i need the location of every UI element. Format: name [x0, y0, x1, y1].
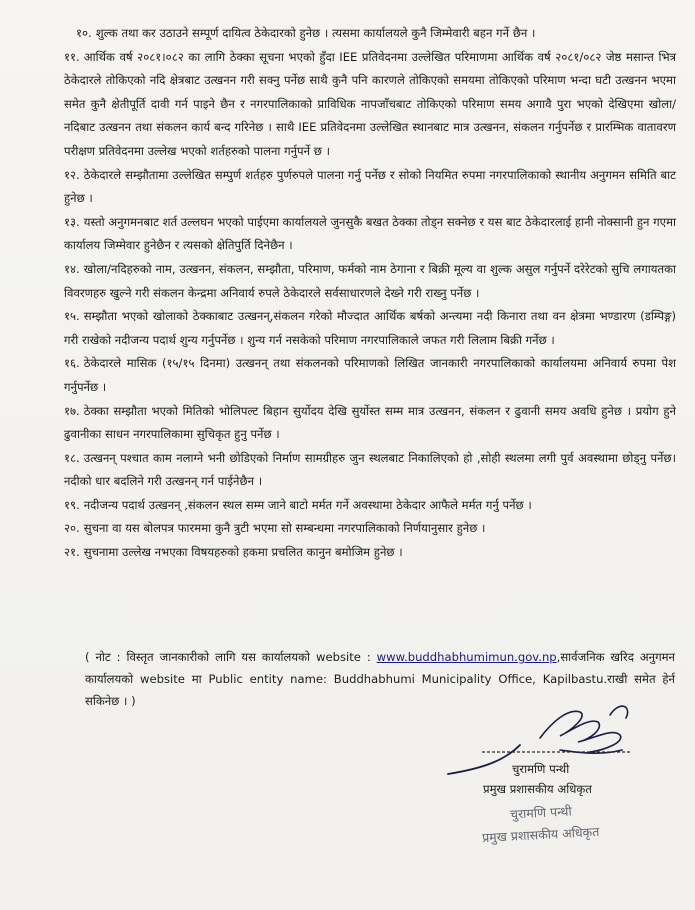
signature-long-stroke: [448, 745, 520, 774]
note-paragraph: [85, 646, 675, 712]
clause-12: १२. ठेकेदारले सम्झौतामा उल्लेखित सम्पुर्ण शर्तहरु पुर्णरुपले पालना गर्नु पर्नेछ र सोको नियमित रुपमा नगरपालिकाको स्थानीय अनुगमन समिति बाट हुनेछ ।: [64, 167, 676, 206]
note-suffix: ,सार्वजनिक खरिद अनुगमन कार्यालयको website मा Public entity name: Buddhabhumi Municipality Office, Kapilbastu.राखी समेत हेर्न सकिनेछ । ): [85, 650, 675, 708]
clause-13: १३. यस्तो अनुगमनबाट शर्त उल्लघन भएको पाईएमा कार्यालयले जुनसुकै बखत ठेक्का तोड्न सक्नेछ र यस बाट ठेकेदारलाई हानी नोक्सानी हुन गएमा कार्यालय जिम्मेवार हुनेछैन र त्यसको क्षेतिपुर्ति दिनेछैन ।: [64, 214, 677, 253]
signatory-name: चुरामणि पन्थी: [512, 762, 570, 776]
stamp-name: चुरामणि पन्थी: [509, 803, 573, 822]
clause-17: १७. ठेक्का सम्झौता भएको मितिको भोलिपल्ट बिहान सुर्योदय देखि सुर्योस्त सम्म मात्र उत्खनन, संकलन र ढुवानी समय अवधि हुनेछ । प्रयोग हुने ढुवानीका साधन नगरपालिकामा सुचिकृत हुनु पर्नेछ ।: [64, 403, 676, 442]
clause-list: [64, 22, 676, 565]
clause-15: १५. सम्झौता भएको खोलाको ठेक्काबाट उत्खनन्,संकलन गरेको मौज्दात आर्थिक बर्षको अन्त्यमा नदी किनारा तथा वन क्षेत्रमा भण्डारण (डम्पिङ्ग) गरी राखेको नदीजन्य पदार्थ शुन्य गर्नुपर्नेछ । शुन्य गर्न नसकेको परिमाण नगरपालिकाले जफत गरी लिलाम बिक्री गर्नेछ ।: [64, 309, 676, 347]
signature-scribble: [540, 706, 628, 753]
note-prefix: ( नोट : विस्तृत जानकारीको लागि यस कार्यालयको website :: [85, 650, 377, 664]
stamp-title: प्रमुख प्रशासकीय अधिकृत: [481, 823, 600, 846]
clause-14: १४. खोला/नदिहरुको नाम, उत्खनन, संकलन, सम्झौता, परिमाण, फर्मको नाम ठेगाना र बिक्री मूल्य वा शुल्क असुल गर्नुपर्ने दरेरेटको सुचि लगायतका विवरणहरु खुल्ने गरी संकलन केन्द्रमा अनिवार्य रुपले ठेकेदारले सर्वसाधारणले देख्ने गरी राख्नु पर्नेछ ।: [64, 261, 676, 300]
website-link[interactable]: www.buddhabhumimun.gov.np: [376, 650, 557, 664]
clause-19: १९. नदीजन्य पदार्थ उत्खनन् ,संकलन स्थल सम्म जाने बाटो मर्मत गर्ने अवस्थामा ठेकेदार आफैले मर्मत गर्नु पर्नेछ ।: [64, 497, 532, 512]
clause-21: २१. सुचनामा उल्लेख नभएका विषयहरुको हकमा प्रचलित कानुन बमोजिम हुनेछ ।: [64, 545, 403, 560]
clause-18: १८. उत्खनन् पश्चात काम नलाग्ने भनी छोडिएको निर्माण सामग्रीहरु जुन स्थलबाट निकालिएको हो ,सोही स्थलमा लगी पुर्व अवस्थामा छोड्नु पर्नेछ।नदीको धार बदलिने गरी उत्खनन् गर्न पाईनेछैन ।: [64, 450, 676, 489]
clause-11: ११. आर्थिक वर्ष २०८१।०८२ का लागि ठेक्का सूचना भएको हुँदा IEE प्रतिवेदनमा उल्लेखित परिमाणमा आर्थिक वर्ष २०८१/०८२ जेष्ठ मसान्त भित्र ठेकेदारले तोकिएको नदि क्षेत्रबाट उत्खनन गरी सक्नु पर्नेछ साथै कुनै पनि कारणले तोकिएको समयमा तोकिएको परिमाण भन्दा घटी उत्खनन भएमा समेत कुनै क्षेतीपूर्ति दावी गर्न पाइने छैन र नगरपालिकाको प्राविधिक नापजाँचबाट तोकिएको परिमाण समय अगावै पुरा भएको देखिएमा खोला/नदिबाट उत्खनन तथा संकलन कार्य बन्द गरिनेछ । साथै IEE प्रतिवेदनमा उल्लेखित स्थानबाट मात्र उत्खनन, संकलन गर्नुपर्नेछ र प्रारम्भिक वातावरण परीक्षण प्रतिवेदनमा उल्लेख भएको शर्तहरुको पालना गर्नुपर्ने छ ।: [64, 49, 676, 158]
clause-10: १०. शुल्क तथा कर उठाउने सम्पूर्ण दायित्व ठेकेदारको हुनेछ । त्यसमा कार्यालयले कुनै जिम्मेवारी बहन गर्ने छैन ।: [76, 26, 536, 40]
clause-16: १६. ठेकेदारले मासिक (१५/१५ दिनमा) उत्खनन् तथा संकलनको परिमाणको लिखित जानकारी नगरपालिकाको कार्यालयमा अनिवार्य रुपमा पेश गर्नुपर्नेछ ।: [64, 356, 676, 394]
clause-20: २०. सुचना वा यस बोलपत्र फारममा कुनै त्रुटी भएमा सो सम्बन्धमा नगरपालिकाको निर्णयानुसार हुनेछ ।: [64, 521, 486, 536]
signatory-title: प्रमुख प्रशासकीय अधिकृत: [483, 782, 592, 796]
